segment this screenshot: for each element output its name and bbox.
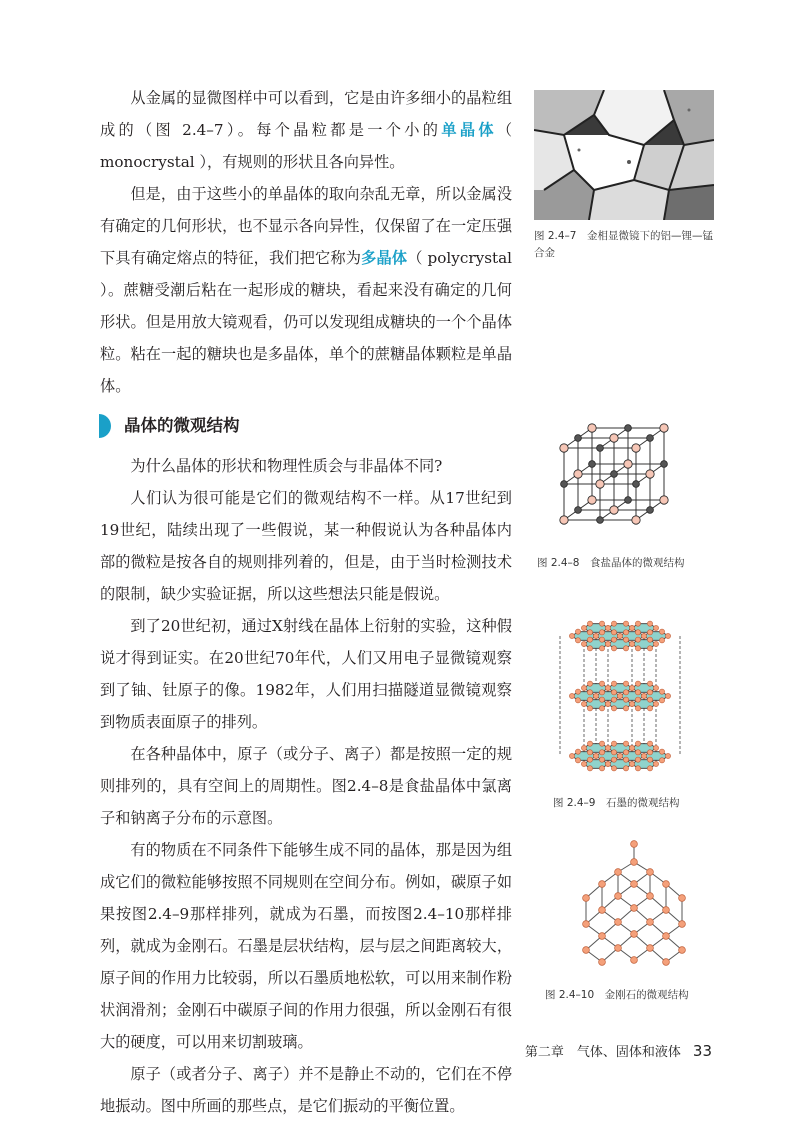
sodium-ion bbox=[575, 435, 582, 442]
carbon-atom bbox=[599, 630, 604, 635]
heading-marker-icon bbox=[99, 414, 111, 438]
carbon-atom bbox=[581, 745, 586, 750]
caption-fig-2-4-7: 图 2.4–7 金相显微镜下的铝—锂—锰合金 bbox=[534, 230, 713, 259]
carbon-atom bbox=[623, 757, 628, 762]
carbon-atom bbox=[617, 633, 622, 638]
keyword-polycrystal: 多晶体 bbox=[361, 249, 408, 267]
figure-nacl-lattice bbox=[552, 418, 692, 542]
carbon-atom bbox=[659, 758, 664, 763]
carbon-atom bbox=[599, 881, 606, 888]
carbon-atom bbox=[587, 766, 592, 771]
paragraph-1: 从金属的显微图样中可以看到，它是由许多细小的晶粒组成的（图 2.4–7）。每个晶粒都是一个小的单晶体（ monocrystal ），有规则的形状且各向异性。 bbox=[100, 89, 513, 171]
carbon-atom bbox=[635, 630, 640, 635]
carbon-atom bbox=[587, 681, 592, 686]
caption-fig-2-4-8: 图 2.4–8 食盐晶体的微观结构 bbox=[537, 557, 685, 569]
carbon-atom bbox=[647, 637, 652, 642]
carbon-atom bbox=[599, 706, 604, 711]
carbon-atom bbox=[575, 689, 580, 694]
carbon-atom bbox=[605, 625, 610, 630]
section-heading-text: 晶体的微观结构 bbox=[124, 416, 240, 435]
sodium-ion bbox=[633, 481, 640, 488]
carbon-atom bbox=[663, 907, 670, 914]
sodium-ion bbox=[661, 461, 668, 468]
carbon-atom bbox=[641, 753, 646, 758]
carbon-atom bbox=[635, 681, 640, 686]
chloride-ion bbox=[632, 444, 640, 452]
carbon-atom bbox=[623, 741, 628, 746]
carbon-atom bbox=[653, 761, 658, 766]
sodium-ion bbox=[597, 445, 604, 452]
chloride-ion bbox=[560, 444, 568, 452]
carbon-atom bbox=[611, 757, 616, 762]
carbon-atom bbox=[587, 706, 592, 711]
carbon-atom bbox=[653, 685, 658, 690]
carbon-atom bbox=[581, 641, 586, 646]
carbon-atom bbox=[647, 757, 652, 762]
chloride-ion bbox=[660, 496, 668, 504]
page-number: 33 bbox=[692, 1042, 712, 1060]
carbon-atom bbox=[605, 761, 610, 766]
carbon-atom bbox=[569, 753, 574, 758]
sodium-ion bbox=[647, 435, 654, 442]
carbon-atom bbox=[623, 750, 628, 755]
carbon-atom bbox=[653, 625, 658, 630]
figure-graphite bbox=[538, 618, 703, 787]
paragraph-8: 原子（或者分子、离子）并不是静止不动的，它们在不停地振动。图中所画的那些点，是它们振动的平衡位置。 bbox=[100, 1065, 512, 1115]
carbon-atom bbox=[611, 706, 616, 711]
carbon-atom bbox=[599, 690, 604, 695]
carbon-atom bbox=[599, 907, 606, 914]
carbon-atom bbox=[653, 701, 658, 706]
carbon-atom bbox=[611, 637, 616, 642]
paragraph-2: 但是，由于这些小的单晶体的取向杂乱无章，所以金属没有确定的几何形状，也不显示各向异性，仅保留了在一定压强下具有确定熔点的特征，我们把它称为多晶体（ polycrystal ）。蔗糖受潮后粘在一起形成的糖块，看起来没有确定的几何形状。但是用放大镜观看，仍可以发现组成糖块的一个个晶体粒。粘在一起的糖块也是多晶体，单个的蔗糖晶体颗粒是单晶体。 bbox=[100, 185, 513, 395]
chapter-title: 第二章 气体、固体和液体 bbox=[524, 1045, 681, 1060]
carbon-atom bbox=[615, 869, 622, 876]
carbon-atom bbox=[611, 697, 616, 702]
carbon-atom bbox=[623, 690, 628, 695]
carbon-atom bbox=[575, 629, 580, 634]
carbon-atom bbox=[587, 621, 592, 626]
carbon-atom bbox=[631, 931, 638, 938]
paragraph-3: 为什么晶体的形状和物理性质会与非晶体不同? bbox=[130, 457, 443, 475]
carbon-atom bbox=[593, 693, 598, 698]
carbon-atom bbox=[679, 895, 686, 902]
carbon-atom bbox=[629, 625, 634, 630]
graphite-layer bbox=[569, 621, 670, 651]
carbon-atom bbox=[581, 701, 586, 706]
carbon-atom bbox=[659, 698, 664, 703]
figure-diamond bbox=[572, 838, 697, 982]
carbon-atom bbox=[635, 621, 640, 626]
carbon-atom bbox=[647, 893, 654, 900]
section-heading bbox=[100, 408, 512, 442]
carbon-atom bbox=[635, 706, 640, 711]
carbon-atom bbox=[679, 947, 686, 954]
carbon-atom bbox=[629, 745, 634, 750]
carbon-atom bbox=[629, 701, 634, 706]
carbon-atom bbox=[647, 706, 652, 711]
carbon-atom bbox=[653, 745, 658, 750]
carbon-atom bbox=[635, 697, 640, 702]
carbon-atom bbox=[631, 841, 638, 848]
carbon-atom bbox=[583, 895, 590, 902]
chloride-ion bbox=[574, 470, 582, 478]
carbon-atom bbox=[581, 685, 586, 690]
main-text-column bbox=[100, 82, 512, 1122]
carbon-atom bbox=[641, 633, 646, 638]
carbon-atom bbox=[599, 741, 604, 746]
carbon-atom bbox=[611, 621, 616, 626]
carbon-atom bbox=[623, 697, 628, 702]
carbon-atom bbox=[665, 693, 670, 698]
carbon-atom bbox=[611, 646, 616, 651]
carbon-atom bbox=[605, 701, 610, 706]
carbon-atom bbox=[575, 758, 580, 763]
graphite-layer bbox=[569, 741, 670, 771]
carbon-atom bbox=[647, 919, 654, 926]
carbon-atom bbox=[605, 685, 610, 690]
carbon-atom bbox=[615, 919, 622, 926]
carbon-atom bbox=[635, 766, 640, 771]
sodium-ion bbox=[597, 517, 604, 524]
chloride-ion bbox=[588, 496, 596, 504]
carbon-atom bbox=[647, 630, 652, 635]
carbon-atom bbox=[587, 757, 592, 762]
carbon-atom bbox=[679, 921, 686, 928]
caption-fig-2-4-10: 图 2.4–10 金刚石的微观结构 bbox=[545, 989, 689, 1001]
carbon-atom bbox=[587, 646, 592, 651]
chloride-ion bbox=[624, 460, 632, 468]
carbon-atom bbox=[611, 741, 616, 746]
carbon-atom bbox=[635, 637, 640, 642]
carbon-atom bbox=[575, 698, 580, 703]
carbon-atom bbox=[631, 881, 638, 888]
paragraph-4: 人们认为很可能是它们的微观结构不一样。从17世纪到19世纪，陆续出现了一些假说，某一种假说认为各种晶体内部的微粒是按各自的规则排列着的，但是，由于当时检测技术的限制，缺少实验证据，所以这些想法只能是假说。 bbox=[100, 489, 512, 603]
carbon-atom bbox=[599, 757, 604, 762]
carbon-atom bbox=[599, 637, 604, 642]
carbon-atom bbox=[587, 637, 592, 642]
carbon-atom bbox=[599, 750, 604, 755]
carbon-atom bbox=[605, 745, 610, 750]
carbon-atom bbox=[623, 621, 628, 626]
keyword-monocrystal: 单晶体 bbox=[441, 121, 497, 139]
carbon-atom bbox=[659, 749, 664, 754]
carbon-atom bbox=[587, 750, 592, 755]
carbon-atom bbox=[587, 690, 592, 695]
carbon-atom bbox=[635, 741, 640, 746]
carbon-atom bbox=[617, 693, 622, 698]
caption-fig-2-4-9: 图 2.4–9 石墨的微观结构 bbox=[553, 797, 680, 809]
carbon-atom bbox=[663, 959, 670, 966]
carbon-atom bbox=[647, 681, 652, 686]
carbon-atom bbox=[599, 646, 604, 651]
sodium-ion bbox=[647, 507, 654, 514]
carbon-atom bbox=[647, 869, 654, 876]
carbon-atom bbox=[615, 893, 622, 900]
figure-micrograph bbox=[534, 90, 714, 224]
carbon-atom bbox=[615, 945, 622, 952]
carbon-atom bbox=[659, 689, 664, 694]
carbon-atom bbox=[629, 761, 634, 766]
sodium-ion bbox=[561, 481, 568, 488]
paragraph-5: 到了20世纪初，通过X射线在晶体上衍射的实验，这种假说才得到证实。在20世纪70年代，人们又用电子显微镜观察到了铀、钍原子的像。1982年，人们用扫描隧道显微镜观察到物质表面原子的排列。 bbox=[100, 617, 512, 731]
carbon-atom bbox=[641, 693, 646, 698]
carbon-atom bbox=[569, 633, 574, 638]
carbon-atom bbox=[623, 681, 628, 686]
carbon-atom bbox=[659, 629, 664, 634]
carbon-atom bbox=[647, 945, 654, 952]
carbon-atom bbox=[665, 753, 670, 758]
chloride-ion bbox=[610, 434, 618, 442]
carbon-atom bbox=[569, 693, 574, 698]
graphite-layer bbox=[569, 681, 670, 711]
carbon-atom bbox=[623, 646, 628, 651]
carbon-atom bbox=[593, 753, 598, 758]
carbon-atom bbox=[575, 638, 580, 643]
carbon-atom bbox=[635, 646, 640, 651]
carbon-atom bbox=[647, 750, 652, 755]
carbon-atom bbox=[605, 641, 610, 646]
carbon-atom bbox=[583, 947, 590, 954]
carbon-atom bbox=[623, 630, 628, 635]
carbon-atom bbox=[587, 697, 592, 702]
sodium-ion bbox=[625, 425, 632, 432]
carbon-atom bbox=[623, 706, 628, 711]
carbon-atom bbox=[611, 690, 616, 695]
carbon-atom bbox=[647, 741, 652, 746]
carbon-atom bbox=[631, 957, 638, 964]
carbon-atom bbox=[599, 933, 606, 940]
carbon-atom bbox=[653, 641, 658, 646]
carbon-atom bbox=[665, 633, 670, 638]
carbon-atom bbox=[663, 933, 670, 940]
carbon-atom bbox=[583, 921, 590, 928]
carbon-atom bbox=[611, 681, 616, 686]
carbon-atom bbox=[581, 625, 586, 630]
chloride-ion bbox=[610, 506, 618, 514]
diamond-structure-diagram bbox=[572, 838, 697, 978]
chloride-ion bbox=[632, 516, 640, 524]
carbon-atom bbox=[647, 690, 652, 695]
carbon-atom bbox=[611, 766, 616, 771]
carbon-atom bbox=[611, 750, 616, 755]
carbon-atom bbox=[587, 630, 592, 635]
chloride-ion bbox=[588, 424, 596, 432]
chloride-ion bbox=[560, 516, 568, 524]
carbon-atom bbox=[575, 749, 580, 754]
carbon-atom bbox=[635, 750, 640, 755]
carbon-atom bbox=[587, 741, 592, 746]
page-footer bbox=[525, 1041, 712, 1060]
carbon-atom bbox=[581, 761, 586, 766]
chloride-ion bbox=[660, 424, 668, 432]
sodium-ion bbox=[589, 461, 596, 468]
carbon-atom bbox=[599, 621, 604, 626]
nacl-lattice-diagram bbox=[552, 418, 692, 538]
carbon-atom bbox=[593, 633, 598, 638]
sodium-ion bbox=[575, 507, 582, 514]
carbon-atom bbox=[635, 690, 640, 695]
carbon-atom bbox=[599, 697, 604, 702]
chloride-ion bbox=[646, 470, 654, 478]
carbon-atom bbox=[623, 766, 628, 771]
graphite-structure-diagram bbox=[538, 618, 703, 783]
carbon-atom bbox=[647, 697, 652, 702]
carbon-atom bbox=[629, 685, 634, 690]
carbon-atom bbox=[631, 859, 638, 866]
chloride-ion bbox=[596, 480, 604, 488]
carbon-atom bbox=[663, 881, 670, 888]
carbon-atom bbox=[599, 766, 604, 771]
carbon-atom bbox=[623, 637, 628, 642]
sodium-ion bbox=[611, 471, 618, 478]
carbon-atom bbox=[647, 621, 652, 626]
carbon-atom bbox=[611, 630, 616, 635]
carbon-atom bbox=[599, 681, 604, 686]
carbon-atom bbox=[617, 753, 622, 758]
carbon-atom bbox=[659, 638, 664, 643]
sodium-ion bbox=[625, 497, 632, 504]
paragraph-6: 在各种晶体中，原子（或分子、离子）都是按照一定的规则排列的，具有空间上的周期性。图2.4–8是食盐晶体中氯离子和钠离子分布的示意图。 bbox=[100, 745, 512, 827]
carbon-atom bbox=[629, 641, 634, 646]
carbon-atom bbox=[635, 757, 640, 762]
carbon-atom bbox=[647, 766, 652, 771]
paragraph-7: 有的物质在不同条件下能够生成不同的晶体，那是因为组成它们的微粒能够按照不同规则在空间分布。例如，碳原子如果按图2.4–9那样排列，就成为石墨，而按图2.4–10那样排列，就成为金刚石。石墨是层状结构，层与层之间距离较大，原子间的作用力比较弱，所以石墨质地松软，可以用来制作粉状润滑剂；金刚石中碳原子间的作用力很强，所以金刚石有很大的硬度，可以用来切割玻璃。 bbox=[100, 841, 512, 1051]
micrograph-image bbox=[534, 90, 714, 220]
carbon-atom bbox=[599, 959, 606, 966]
carbon-atom bbox=[647, 646, 652, 651]
carbon-atom bbox=[631, 905, 638, 912]
